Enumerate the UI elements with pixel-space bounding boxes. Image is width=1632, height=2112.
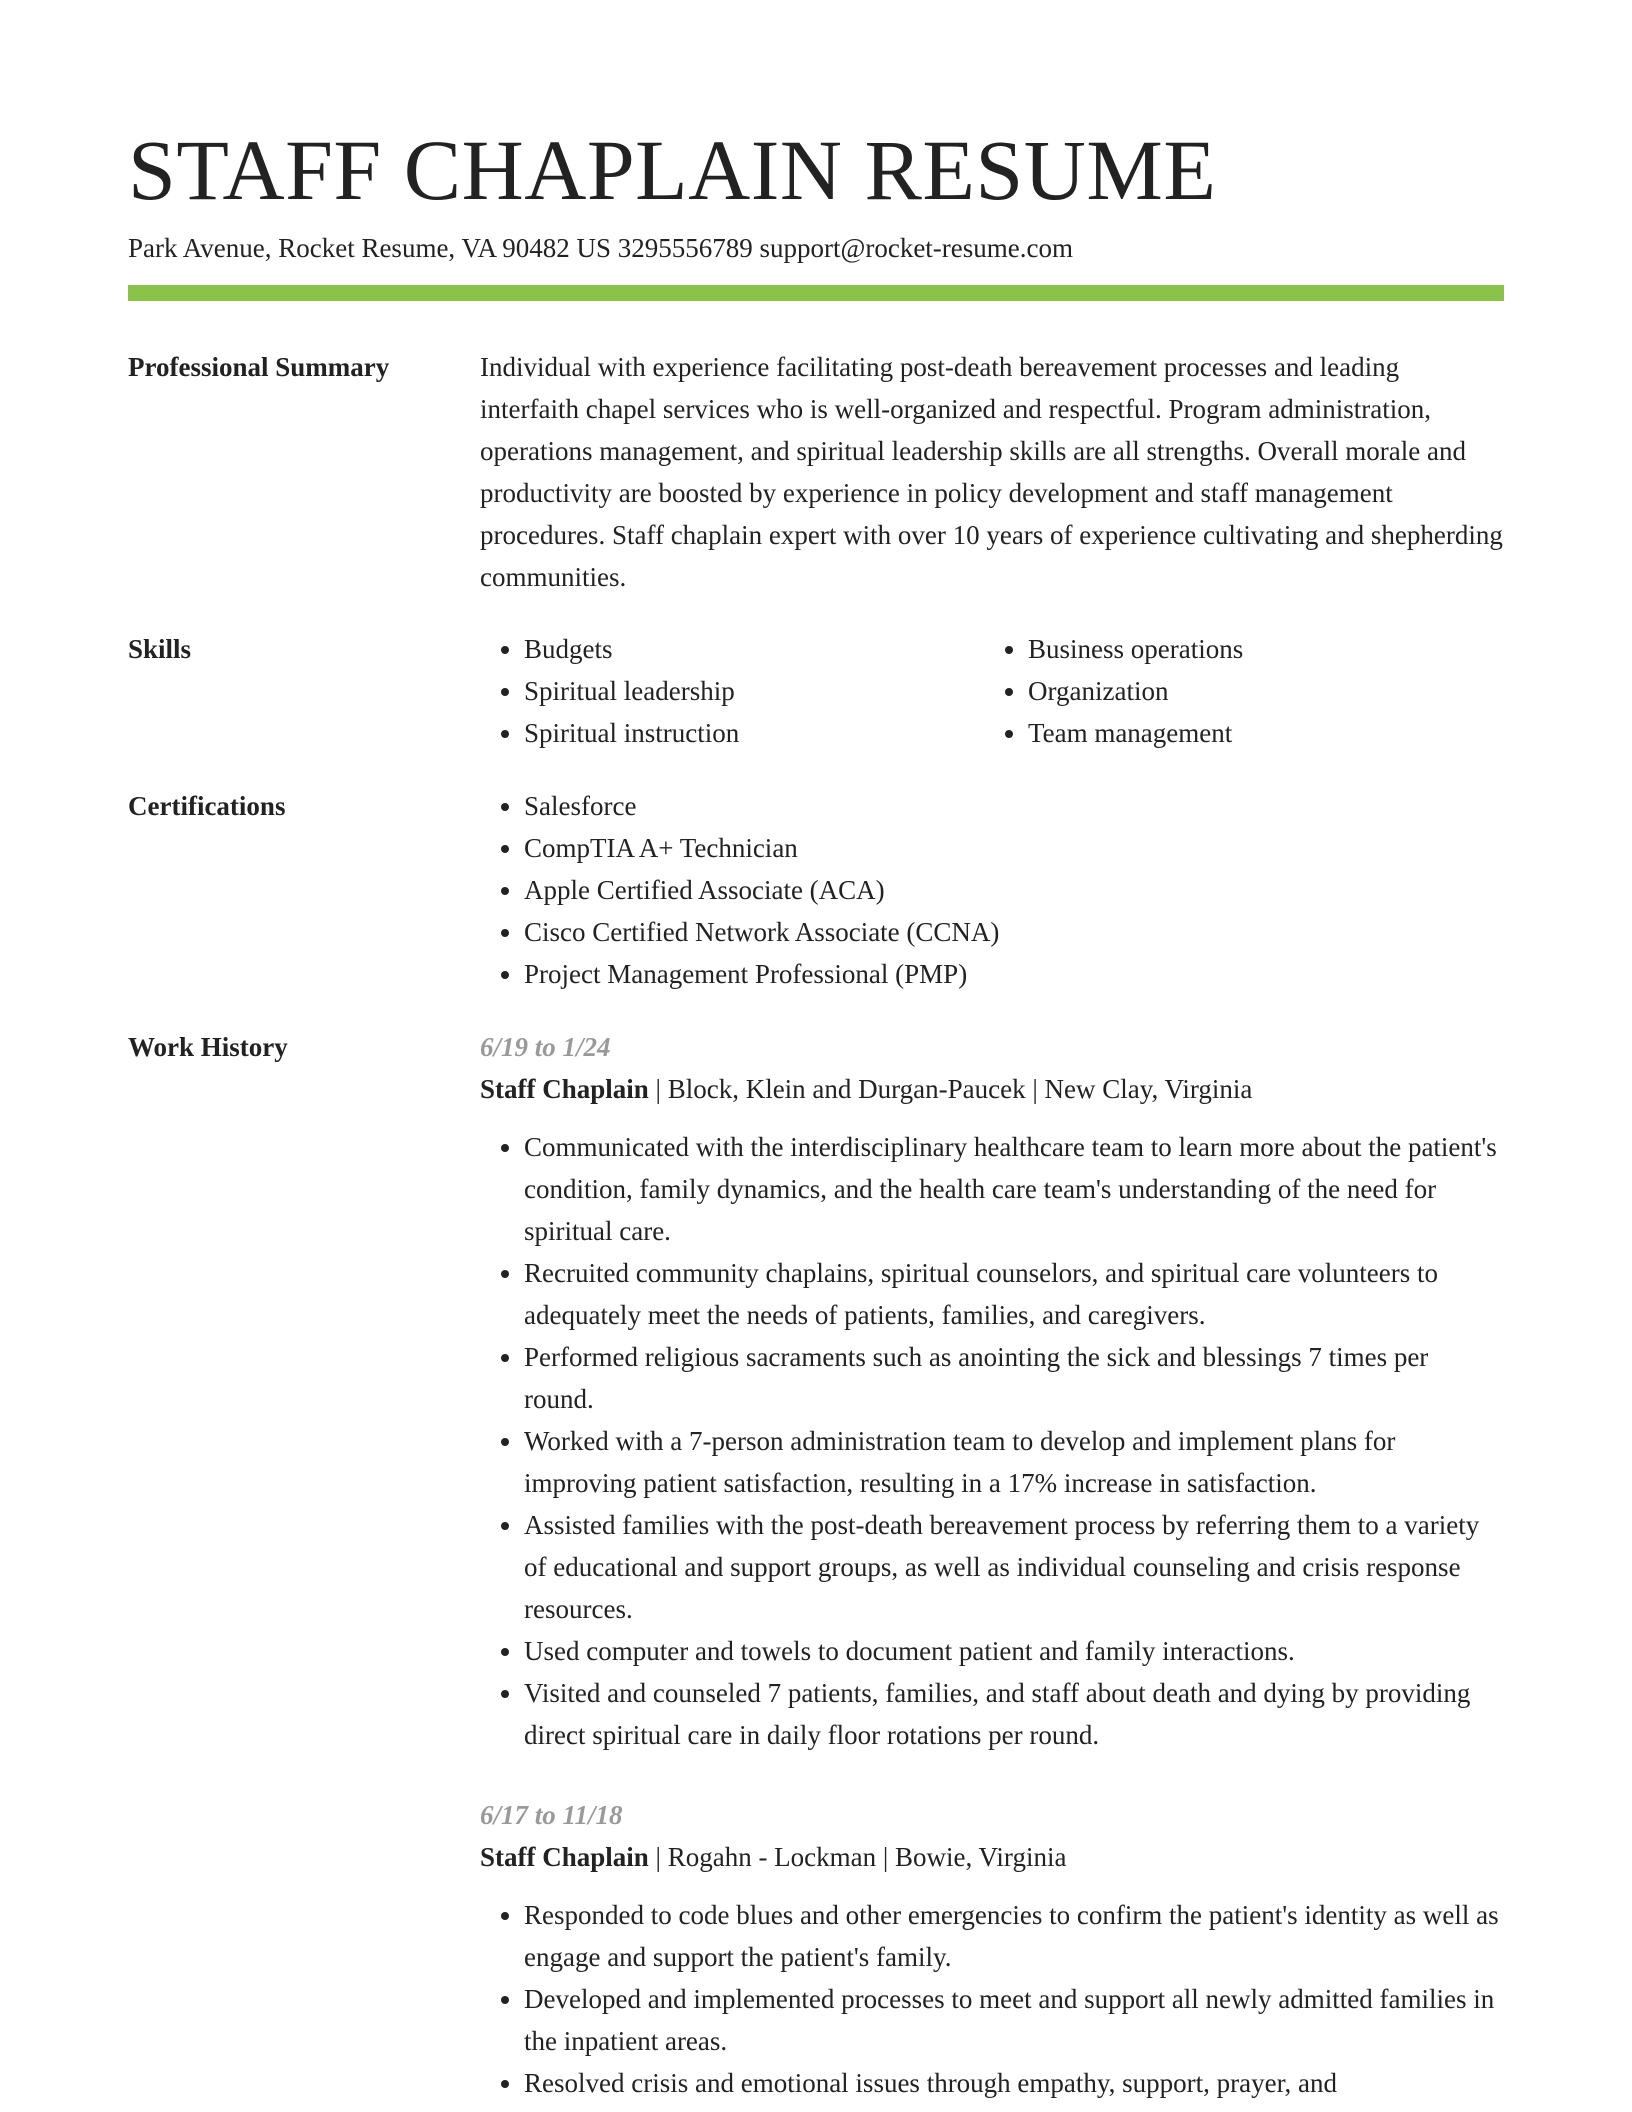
job-bullet: • Worked with a 7-person administration team to develop and implement plans for improving patient satisfaction, resulting in a 17% increase in satisfaction. bbox=[524, 1420, 1504, 1504]
job-bullet: • Visited and counseled 7 patients, families, and staff about death and dying by providing direct spiritual care in daily floor rotations per round. bbox=[524, 1672, 1504, 1756]
certification-item: • Apple Certified Associate (ACA) bbox=[524, 869, 1504, 911]
job-bullet: • Developed and implemented processes to meet and support all newly admitted families in the inpatient areas. bbox=[524, 1978, 1504, 2062]
certifications-content bbox=[480, 785, 1504, 995]
header-divider bbox=[128, 285, 1504, 301]
job-details: | Block, Klein and Durgan-Paucek | New Clay, Virginia bbox=[648, 1074, 1253, 1104]
skill-item: • Organization bbox=[1028, 670, 1488, 712]
contact-line: Park Avenue, Rocket Resume, VA 90482 US 3295556789 support@rocket-resume.com bbox=[128, 233, 1073, 263]
skills-content bbox=[480, 628, 1504, 754]
certification-item: • Salesforce bbox=[524, 785, 1504, 827]
certification-item: • CompTIA A+ Technician bbox=[524, 827, 1504, 869]
job-title: Staff Chaplain bbox=[480, 1074, 649, 1104]
certification-item: • Project Management Professional (PMP) bbox=[524, 953, 1504, 995]
skill-item: • Spiritual leadership bbox=[524, 670, 984, 712]
job-dates: 6/19 to 1/24 bbox=[480, 1032, 611, 1062]
certifications-list bbox=[480, 785, 1504, 995]
job-bullet: • Performed religious sacraments such as anointing the sick and blessings 7 times per round. bbox=[524, 1336, 1504, 1420]
job-bullet: • Resolved crisis and emotional issues through empathy, support, prayer, and bbox=[524, 2062, 1504, 2104]
summary-content bbox=[480, 346, 1504, 598]
certification-item: • Cisco Certified Network Associate (CCNA) bbox=[524, 911, 1504, 953]
job-bullets bbox=[480, 1894, 1504, 2104]
skill-item: • Team management bbox=[1028, 712, 1488, 754]
job-bullet: • Recruited community chaplains, spiritual counselors, and spiritual care volunteers to adequately meet the needs of patients, families, and caregivers. bbox=[524, 1252, 1504, 1336]
job-bullet: • Used computer and towels to document patient and family interactions. bbox=[524, 1630, 1504, 1672]
skill-item: • Spiritual instruction bbox=[524, 712, 984, 754]
job-title: Staff Chaplain bbox=[480, 1842, 649, 1872]
skill-item: • Budgets bbox=[524, 628, 984, 670]
skill-item: • Business operations bbox=[1028, 628, 1488, 670]
job-bullet: • Responded to code blues and other emergencies to confirm the patient's identity as well as engage and support the patient's family. bbox=[524, 1894, 1504, 1978]
job-bullet: • Assisted families with the post-death bereavement process by referring them to a variety of educational and support groups, as well as individual counseling and crisis response resources. bbox=[524, 1504, 1504, 1630]
job-bullet: • Communicated with the interdisciplinary healthcare team to learn more about the patient's condition, family dynamics, and the health care team's understanding of the need for spiritual care. bbox=[524, 1126, 1504, 1252]
certifications-label: Certifications bbox=[128, 791, 286, 821]
summary-label: Professional Summary bbox=[128, 352, 390, 382]
summary-text: Individual with experience facilitating post-death bereavement processes and leading interfaith chapel services who is well-organized and respectful. Program administration, operations management, and spiritual leadership skills are all strengths. Overall morale and productivity are boosted by experience in policy development and staff management procedures. Staff chaplain expert with over 10 years of experience cultivating and shepherding communities. bbox=[480, 352, 1503, 592]
skills-label: Skills bbox=[128, 634, 192, 664]
job-entry bbox=[480, 1794, 1504, 2104]
job-entry bbox=[480, 1026, 1504, 1756]
job-dates: 6/17 to 11/18 bbox=[480, 1800, 623, 1830]
skills-column-1 bbox=[480, 628, 984, 754]
job-details: | Rogahn - Lockman | Bowie, Virginia bbox=[648, 1842, 1067, 1872]
skills-column-2 bbox=[984, 628, 1488, 754]
job-heading bbox=[480, 1068, 1504, 1110]
job-bullets bbox=[480, 1126, 1504, 1756]
work-history-content bbox=[480, 1026, 1504, 2104]
job-heading bbox=[480, 1836, 1504, 1878]
resume-title: STAFF CHAPLAIN RESUME bbox=[128, 122, 1217, 218]
work-history-label: Work History bbox=[128, 1032, 288, 1062]
